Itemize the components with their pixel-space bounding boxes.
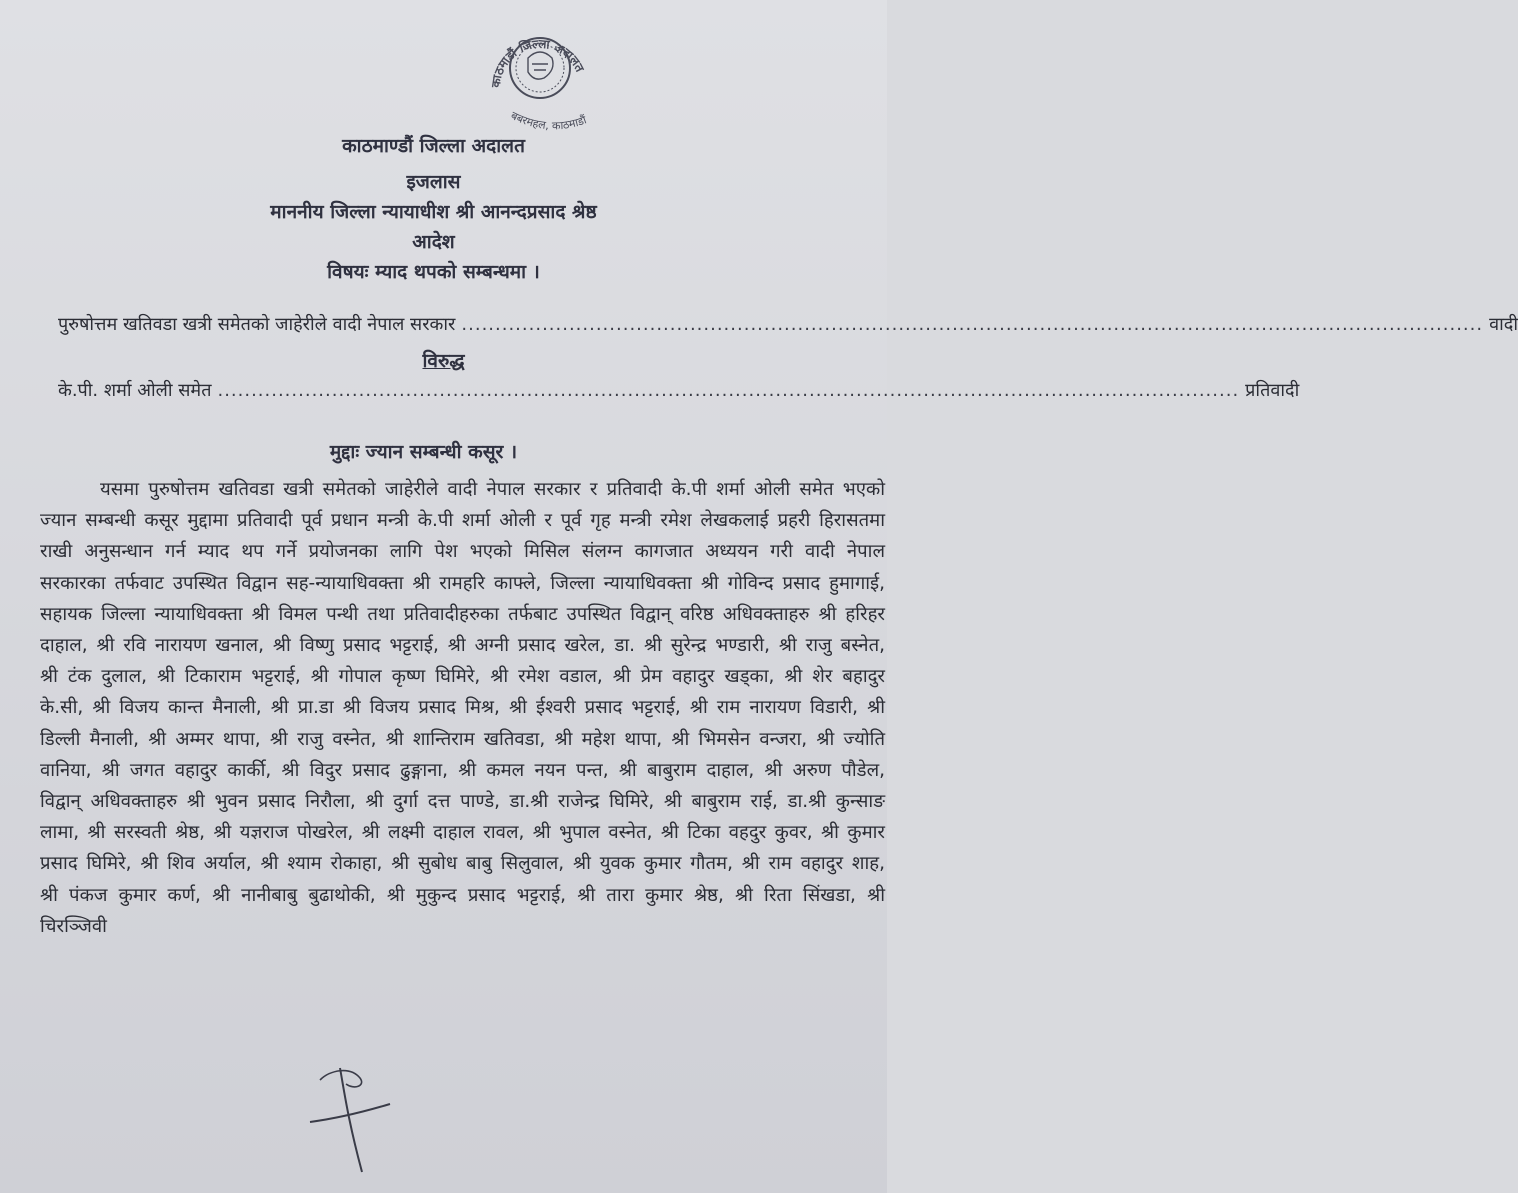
seal-location-text: बबरमहल, काठमाडौं	[508, 109, 589, 133]
svg-text:बबरमहल, काठमाडौं	[509, 109, 589, 133]
handwritten-signature	[300, 1060, 420, 1180]
seal-ring-text: काठमाडौं जिल्ला अदालत	[488, 36, 587, 89]
bench-label: इजलास	[406, 171, 461, 193]
defendant-leader-dots: ........................................................................................................................................................	[217, 380, 1240, 401]
plaintiff-role: वादी	[1489, 314, 1518, 335]
order-heading: आदेश	[412, 231, 455, 253]
subject-line: विषयः म्याद थपको सम्बन्धमा ।	[327, 261, 540, 283]
signature-icon	[300, 1060, 420, 1180]
court-seal-stamp	[470, 18, 610, 148]
svg-text:काठमाडौं जिल्ला अदालत	[489, 37, 588, 90]
case-title: मुद्दाः ज्यान सम्बन्धी कसूर ।	[329, 441, 518, 463]
defendant-row	[58, 378, 1300, 402]
judge-name: माननीय जिल्ला न्यायाधीश श्री आनन्दप्रसाद श्रेष्ठ	[270, 201, 597, 223]
court-name: काठमाण्डौं जिल्ला अदालत	[342, 135, 525, 157]
plaintiff-leader-dots: ........................................................................................................................................................	[461, 314, 1484, 335]
versus-heading: विरुद्ध	[422, 350, 465, 372]
plaintiff-row	[58, 312, 1518, 336]
plaintiff-name: पुरुषोत्तम खतिवडा खत्री समेतको जाहेरीले वादी नेपाल सरकार	[58, 314, 456, 335]
order-body-paragraph: यसमा पुरुषोत्तम खतिवडा खत्री समेतको जाहेरीले वादी नेपाल सरकार र प्रतिवादी के.पी शर्मा ओली समेत भएको ज्यान सम्बन्धी कसूर मुद्दामा प्रतिवादी पूर्व प्रधान मन्त्री के.पी शर्मा ओली र पूर्व गृह मन्त्री रमेश लेखकलाई प्रहरी हिरासतमा राखी अनुसन्धान गर्न म्याद थप गर्ने प्रयोजनका लागि पेश भएको मिसिल संलग्न कागजात अध्ययन गरी वादी नेपाल सरकारका तर्फवाट उपस्थित विद्वान सह-न्यायाधिवक्ता श्री रामहरि काफ्ले, जिल्ला न्यायाधिवक्ता श्री गोविन्द प्रसाद हुमागाई, सहायक जिल्ला न्यायाधिवक्ता श्री विमल पन्थी तथा प्रतिवादीहरुका तर्फबाट उपस्थित विद्वान् वरिष्ठ अधिवक्ताहरु श्री हरिहर दाहाल, श्री रवि नारायण खनाल, श्री विष्णु प्रसाद भट्टराई, श्री अग्नी प्रसाद खरेल, डा. श्री सुरेन्द्र भण्डारी, श्री राजु बस्नेत, श्री टंक दुलाल, श्री टिकाराम भट्टराई, श्री गोपाल कृष्ण घिमिरे, श्री रमेश वडाल, श्री प्रेम वहादुर खड्का, श्री शेर बहादुर के.सी, श्री विजय कान्त मैनाली, श्री प्रा.डा श्री विजय प्रसाद मिश्र, श्री ईश्वरी प्रसाद भट्टराई, श्री राम नारायण विडारी, श्री डिल्ली मैनाली, श्री अम्मर थापा, श्री राजु वस्नेत, श्री शान्तिराम खतिवडा, श्री महेश थापा, श्री भिमसेन वन्जरा, श्री ज्योति वानिया, श्री जगत वहादुर कार्की, श्री विदुर प्रसाद ढुङ्गाना, श्री कमल नयन पन्त, श्री बाबुराम दाहाल, श्री अरुण पौडेल, विद्वान् अधिवक्ताहरु श्री भुवन प्रसाद निरौला, श्री दुर्गा दत्त पाण्डे, डा.श्री राजेन्द्र घिमिरे, श्री बाबुराम राई, डा.श्री कुन्साङ लामा, श्री सरस्वती श्रेष्ठ, श्री यज्ञराज पोखरेल, श्री लक्ष्मी दाहाल रावल, श्री भुपाल वस्नेत, श्री टिका वहदुर कुवर, श्री कुमार प्रसाद घिमिरे, श्री शिव अर्याल, श्री श्याम रोकाहा, श्री सुबोध बाबु सिलुवाल, श्री युवक कुमार गौतम, श्री राम वहादुर शाह, श्री पंकज कुमार कर्ण, श्री नानीबाबु बुढाथोकी, श्री मुकुन्द प्रसाद भट्टराई, श्री तारा कुमार श्रेष्ठ, श्री रिता सिंखडा, श्री चिरञ्जिवी	[40, 479, 885, 937]
defendant-name: के.पी. शर्मा ओली समेत	[58, 380, 212, 401]
defendant-role: प्रतिवादी	[1245, 380, 1300, 401]
court-seal-icon	[470, 18, 610, 148]
